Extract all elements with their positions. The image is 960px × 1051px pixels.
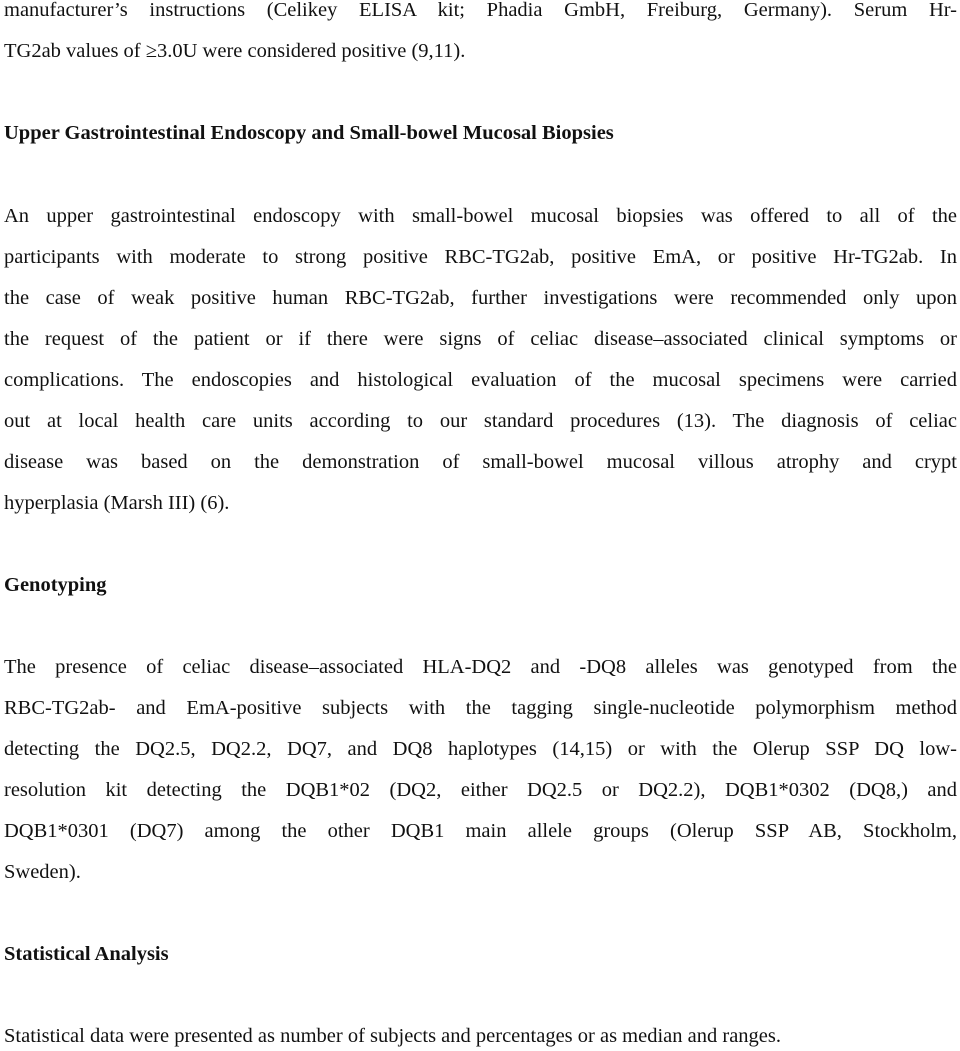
paragraph-line: out at local health care units according to our standard procedures (13). The diagnosis of celiac [4,410,957,432]
paragraph-line: the request of the patient or if there were signs of celiac disease–associated clinical symptoms or [4,328,957,350]
paragraph-line: Statistical data were presented as number of subjects and percentages or as median and ranges. [4,1025,781,1047]
section-heading: Statistical Analysis [4,943,169,965]
paragraph-line: hyperplasia (Marsh III) (6). [4,492,230,514]
paragraph-line: The presence of celiac disease–associated HLA-DQ2 and -DQ8 alleles was genotyped from the [4,656,957,678]
paragraph-line: the case of weak positive human RBC-TG2ab, further investigations were recommended only upon [4,287,957,309]
section-heading: Genotyping [4,574,107,596]
paragraph-line: DQB1*0301 (DQ7) among the other DQB1 main allele groups (Olerup SSP AB, Stockholm, [4,820,957,842]
paragraph-line: Sweden). [4,861,81,883]
paragraph-line: disease was based on the demonstration of small-bowel mucosal villous atrophy and crypt [4,451,957,473]
paragraph-line: manufacturer’s instructions (Celikey ELISA kit; Phadia GmbH, Freiburg, Germany). Serum Hr- [4,0,957,21]
paragraph-line: RBC-TG2ab- and EmA-positive subjects with the tagging single-nucleotide polymorphism method [4,697,957,719]
section-heading: Upper Gastrointestinal Endoscopy and Small-bowel Mucosal Biopsies [4,122,614,144]
paragraph-line: complications. The endoscopies and histological evaluation of the mucosal specimens were carried [4,369,957,391]
paragraph-line: resolution kit detecting the DQB1*02 (DQ2, either DQ2.5 or DQ2.2), DQB1*0302 (DQ8,) and [4,779,957,801]
paragraph-line: TG2ab values of ≥3.0U were considered positive (9,11). [4,40,466,62]
paragraph-line: participants with moderate to strong positive RBC-TG2ab, positive EmA, or positive Hr-TG2ab. In [4,246,957,268]
paragraph-line: An upper gastrointestinal endoscopy with small-bowel mucosal biopsies was offered to all of the [4,205,957,227]
paragraph-line: detecting the DQ2.5, DQ2.2, DQ7, and DQ8 haplotypes (14,15) or with the Olerup SSP DQ low- [4,738,957,760]
